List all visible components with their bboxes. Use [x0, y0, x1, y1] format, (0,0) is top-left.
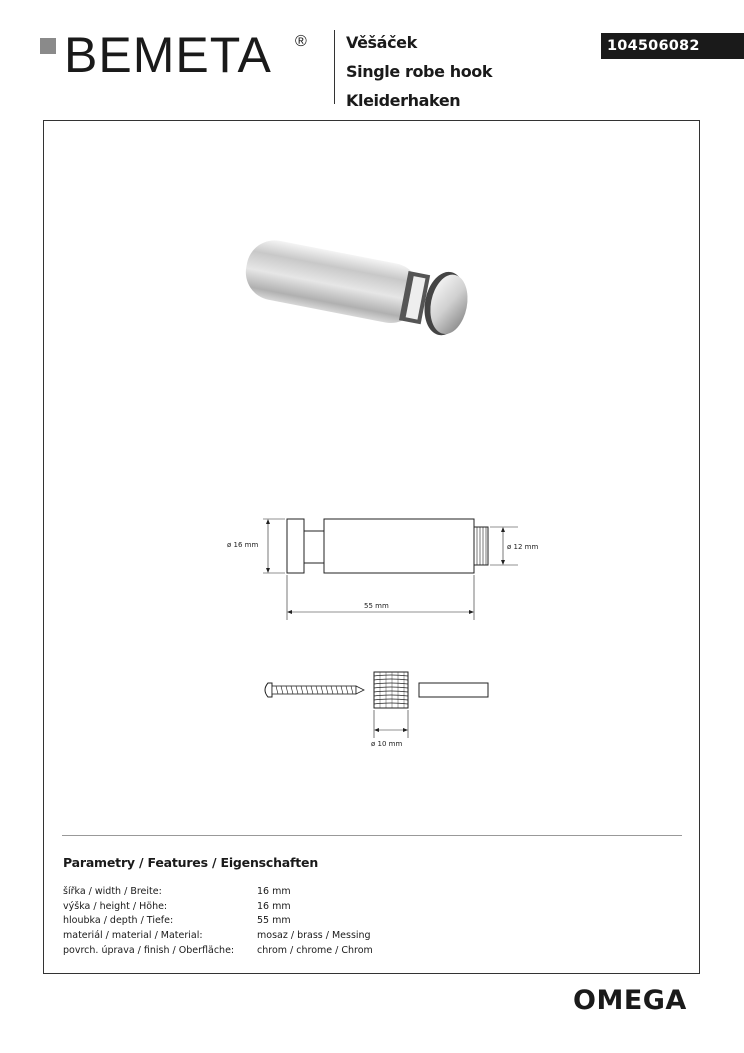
feature-value: chrom / chrome / Chrom: [257, 944, 373, 956]
feature-label: povrch. úprava / finish / Oberfläche:: [63, 944, 235, 956]
feature-label: výška / height / Höhe:: [63, 900, 168, 912]
features-title: Parametry / Features / Eigenschaften: [63, 855, 319, 870]
mounting-hardware: [265, 672, 488, 738]
feature-label: hloubka / depth / Tiefe:: [63, 915, 174, 927]
title-de: Kleiderhaken: [346, 91, 461, 110]
spacer-bar: [419, 683, 488, 697]
dim-dowel-diameter: ø 10 mm: [371, 740, 403, 748]
features-table: [63, 885, 373, 959]
feature-value: mosaz / brass / Messing: [257, 930, 371, 942]
series-name: OMEGA: [573, 985, 687, 1016]
product-image: [241, 234, 473, 340]
feature-row: [63, 929, 373, 944]
product-code: 104506082: [601, 33, 744, 59]
screw: [265, 683, 364, 697]
features-separator: [62, 835, 682, 836]
dim-head-diameter: ø 16 mm: [227, 541, 259, 549]
logo-text: BEMETA: [64, 27, 272, 80]
feature-value: 55 mm: [257, 915, 291, 927]
dim-thread-diameter: ø 12 mm: [507, 543, 539, 551]
feature-row: [63, 914, 373, 929]
feature-label: šířka / width / Breite:: [63, 886, 162, 897]
wall-dowel: [374, 672, 408, 708]
feature-value: 16 mm: [257, 900, 291, 912]
side-drawing: [263, 519, 518, 620]
feature-row: [63, 944, 373, 959]
feature-row: [63, 900, 373, 915]
title-en: Single robe hook: [346, 62, 493, 81]
feature-value: 16 mm: [257, 886, 291, 897]
registered-mark: ®: [295, 33, 307, 50]
title-cz: Věšáček: [346, 33, 417, 52]
dim-length: 55 mm: [364, 602, 389, 610]
feature-row: [63, 885, 373, 900]
feature-label: materiál / material / Material:: [63, 930, 203, 942]
